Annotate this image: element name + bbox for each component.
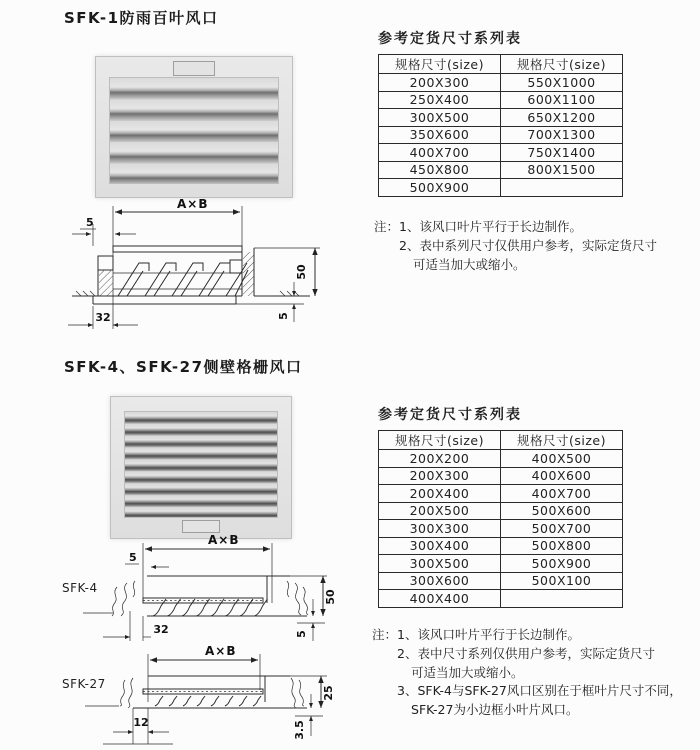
dim-label: A×B bbox=[205, 644, 237, 658]
sfk27-section-diagram bbox=[75, 646, 371, 750]
section2-notes bbox=[372, 626, 694, 720]
notes-label: 注： bbox=[372, 627, 398, 642]
dim-label: 3.5 bbox=[293, 720, 306, 740]
size-cell: 800X1500 bbox=[501, 161, 623, 179]
dim-label: A×B bbox=[177, 197, 209, 211]
size-cell bbox=[501, 590, 623, 608]
sfk1-product-photo bbox=[95, 56, 293, 198]
table-row bbox=[379, 572, 623, 590]
note-line: 2、表中系列尺寸仅供用户参考，实际定货尺寸 bbox=[399, 237, 657, 253]
note-line: 可适当加大或缩小。 bbox=[413, 256, 526, 272]
column-header: 规格尺寸(size) bbox=[501, 55, 623, 74]
size-cell: 200X400 bbox=[379, 485, 501, 503]
header-row bbox=[379, 431, 623, 450]
dim-label: 5 bbox=[129, 551, 137, 564]
size-cell: 600X1100 bbox=[501, 91, 623, 109]
louver-slats bbox=[109, 77, 279, 184]
table-row bbox=[379, 450, 623, 468]
note-line: 3、SFK-4与SFK-27风口区别在于框叶片尺寸不同， bbox=[397, 683, 682, 699]
sfk4-section-diagram bbox=[75, 531, 371, 647]
dim-label: 50 bbox=[324, 589, 337, 605]
size-cell: 400X700 bbox=[501, 485, 623, 503]
column-header: 规格尺寸(size) bbox=[379, 55, 501, 74]
table-title: 参考定货尺寸系列表 bbox=[378, 407, 522, 423]
size-cell: 700X1300 bbox=[501, 126, 623, 144]
size-cell: 350X600 bbox=[379, 126, 501, 144]
size-cell: 500X700 bbox=[501, 520, 623, 538]
size-cell: 300X300 bbox=[379, 520, 501, 538]
sfk27-label: SFK-27 bbox=[62, 677, 106, 691]
section2-table-block bbox=[378, 404, 623, 608]
table-row bbox=[379, 161, 623, 179]
table-row bbox=[379, 537, 623, 555]
size-cell: 300X400 bbox=[379, 537, 501, 555]
section1-table-block bbox=[378, 28, 623, 197]
size-cell: 200X200 bbox=[379, 450, 501, 468]
note-line: SFK-27为小边框小叶片风口。 bbox=[411, 702, 579, 717]
size-cell: 500X100 bbox=[501, 572, 623, 590]
table-row bbox=[379, 590, 623, 608]
size-cell: 550X1000 bbox=[501, 74, 623, 92]
table-row bbox=[379, 467, 623, 485]
size-cell bbox=[501, 179, 623, 197]
size-cell: 750X1400 bbox=[501, 144, 623, 162]
sfk1-section-diagram bbox=[58, 196, 370, 338]
sfk4-product-photo bbox=[110, 396, 292, 539]
size-cell: 250X400 bbox=[379, 91, 501, 109]
section1-notes bbox=[374, 218, 680, 274]
size-table bbox=[378, 430, 623, 608]
dim-label: 32 bbox=[95, 311, 111, 324]
table-row bbox=[379, 520, 623, 538]
section2-title: SFK-4、SFK-27侧壁格栅风口 bbox=[64, 358, 303, 376]
dim-label: 5 bbox=[295, 630, 308, 638]
dim-label: 50 bbox=[295, 264, 308, 280]
table-row bbox=[379, 109, 623, 127]
size-cell: 300X500 bbox=[379, 109, 501, 127]
size-cell: 300X500 bbox=[379, 555, 501, 573]
table-row bbox=[379, 126, 623, 144]
size-cell: 400X600 bbox=[501, 467, 623, 485]
dim-label: 25 bbox=[322, 685, 335, 701]
size-cell: 500X800 bbox=[501, 537, 623, 555]
size-cell: 650X1200 bbox=[501, 109, 623, 127]
table-row bbox=[379, 502, 623, 520]
size-cell: 400X700 bbox=[379, 144, 501, 162]
note-line: 1、该风口叶片平行于长边制作。 bbox=[399, 219, 582, 234]
size-table bbox=[378, 54, 623, 197]
size-cell: 500X900 bbox=[379, 179, 501, 197]
dim-label: A×B bbox=[208, 533, 240, 547]
sfk4-label: SFK-4 bbox=[62, 581, 98, 595]
size-cell: 200X300 bbox=[379, 467, 501, 485]
table-row bbox=[379, 555, 623, 573]
dim-label: 32 bbox=[153, 623, 169, 636]
column-header: 规格尺寸(size) bbox=[379, 431, 501, 450]
table-title: 参考定货尺寸系列表 bbox=[378, 31, 522, 47]
column-header: 规格尺寸(size) bbox=[501, 431, 623, 450]
size-cell: 450X800 bbox=[379, 161, 501, 179]
header-row bbox=[379, 55, 623, 74]
size-cell: 200X300 bbox=[379, 74, 501, 92]
size-cell: 500X900 bbox=[501, 555, 623, 573]
size-cell: 200X500 bbox=[379, 502, 501, 520]
dim-label: 12 bbox=[133, 716, 149, 729]
grille-slats bbox=[124, 411, 278, 518]
size-cell: 400X500 bbox=[501, 450, 623, 468]
table-row bbox=[379, 179, 623, 197]
notes-label: 注： bbox=[374, 219, 400, 234]
table-row bbox=[379, 91, 623, 109]
size-cell: 300X600 bbox=[379, 572, 501, 590]
section1-title: SFK-1防雨百叶风口 bbox=[64, 9, 219, 27]
size-cell: 500X600 bbox=[501, 502, 623, 520]
size-cell: 400X400 bbox=[379, 590, 501, 608]
table-row bbox=[379, 144, 623, 162]
dim-label: 5 bbox=[277, 312, 290, 320]
note-line: 1、该风口叶片平行于长边制作。 bbox=[397, 627, 580, 642]
dim-label: 5 bbox=[86, 216, 94, 229]
note-line: 2、表中尺寸系列仅供用户参考，实际定货尺寸 bbox=[397, 645, 655, 661]
table-row bbox=[379, 485, 623, 503]
note-line: 可适当加大或缩小。 bbox=[411, 664, 524, 680]
table-row bbox=[379, 74, 623, 92]
photo-label-tag bbox=[173, 61, 215, 76]
